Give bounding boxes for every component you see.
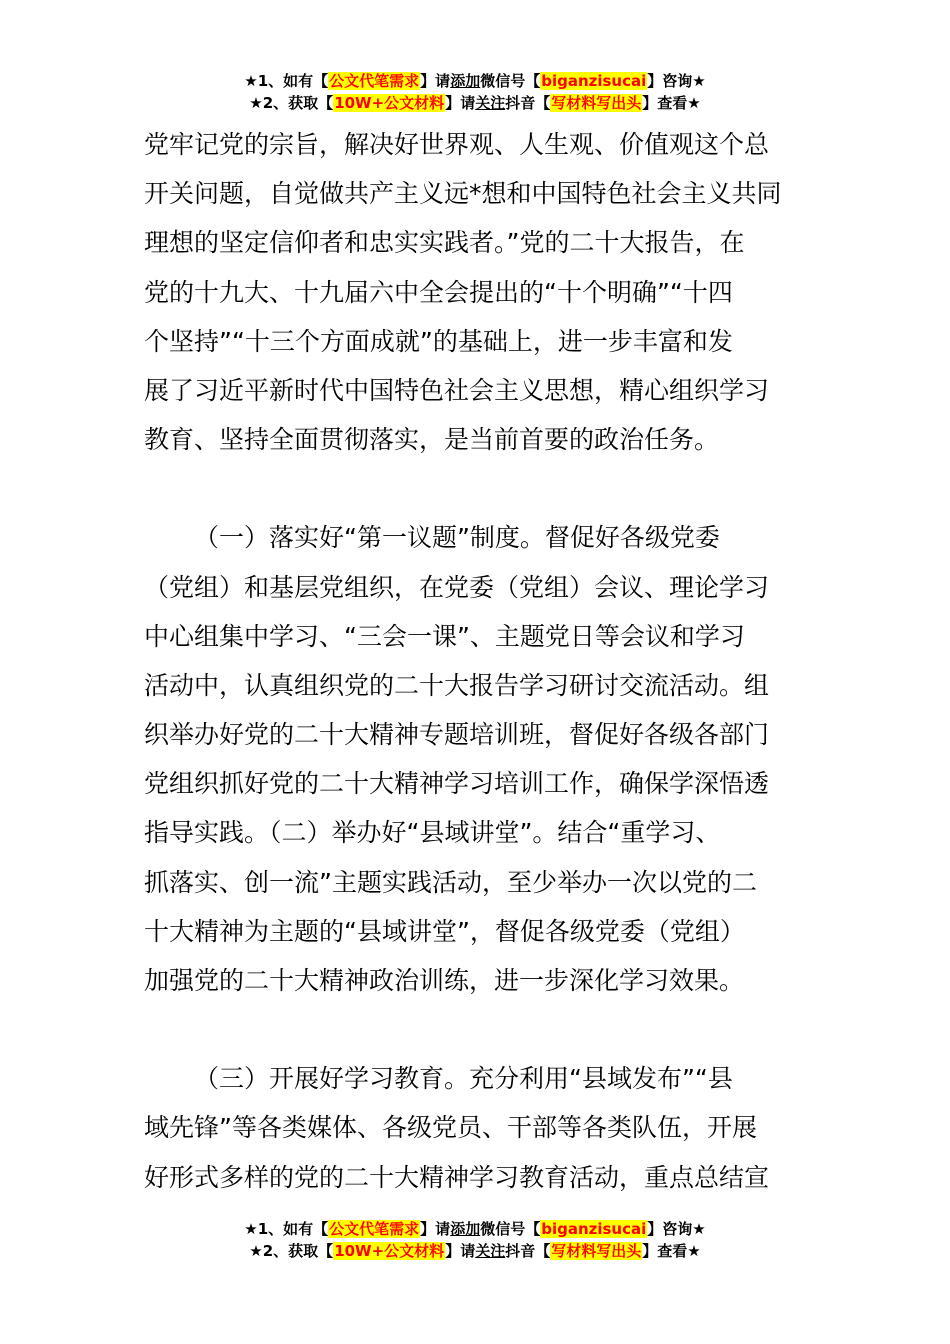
highlight-wechat-id: biganzisucai xyxy=(541,72,647,90)
highlight-wechat-id: biganzisucai xyxy=(541,1220,647,1238)
highlight-service: 公文代笔需求 xyxy=(329,1220,420,1238)
highlight-materials: 10W+公文材料 xyxy=(334,94,445,112)
highlight-service: 公文代笔需求 xyxy=(329,72,420,90)
promo-line-1: ★1、如有【公文代笔需求】请添加微信号【biganzisucai】咨询★ xyxy=(244,72,706,90)
highlight-materials: 10W+公文材料 xyxy=(334,1242,445,1260)
paragraph-1: 党牢记党的宗旨，解决好世界观、人生观、价值观这个总 开关问题，自觉做共产主义远*想和中国特色社会主义共同 理想的坚定信仰者和忠实实践者。”党的二十大报告，在 党的十九大、十九届六中全会提出的“十个明确”“十四 个坚持”“十三个方面成就”的基础上，进一步丰富和发 展了习近平新时代中国特色社会主义思想，精心组织学习 教育、坚持全面贯彻落实，是当前首要的政治任务。 xyxy=(144,130,782,455)
paragraph-2: （一）落实好“第一议题”制度。督促好各级党委 xyxy=(194,523,720,553)
paragraph-2-cont: （党组）和基层党组织，在党委（党组）会议、理论学习 中心组集中学习、“三会一课”、主题党日等会议和学习 活动中，认真组织党的二十大报告学习研讨交流活动。组 织举办好党的二十大精神专题培训班，督促好各级各部门 党组织抓好党的二十大精神学习培训工作，确保学深悟透 指导实践。（二）举办好“县域讲堂”。结合“重学习、 抓落实、创一流”主题实践活动，至少举办一次以党的二 十大精神为主题的“县域讲堂”，督促各级党委（党组） 加强党的二十大精神政治训练，进一步深化学习效果。 xyxy=(144,572,770,995)
promo-line-2: ★2、获取【10W+公文材料】请关注抖音【写材料写出头】查看★ xyxy=(249,94,701,112)
header-promo-banner xyxy=(0,70,950,114)
footer-promo-banner xyxy=(0,1218,950,1262)
paragraph-3-cont: 域先锋”等各类媒体、各级党员、干部等各类队伍，开展 好形式多样的党的二十大精神学习教育活动，重点总结宣 xyxy=(144,1113,770,1192)
promo-line-1: ★1、如有【公文代笔需求】请添加微信号【biganzisucai】咨询★ xyxy=(244,1220,706,1238)
document-body xyxy=(144,120,808,1202)
paragraph-3: （三）开展好学习教育。充分利用“县域发布”“县 xyxy=(194,1064,733,1094)
highlight-douyin: 写材料写出头 xyxy=(551,1242,642,1260)
promo-line-2: ★2、获取【10W+公文材料】请关注抖音【写材料写出头】查看★ xyxy=(249,1242,701,1260)
highlight-douyin: 写材料写出头 xyxy=(551,94,642,112)
